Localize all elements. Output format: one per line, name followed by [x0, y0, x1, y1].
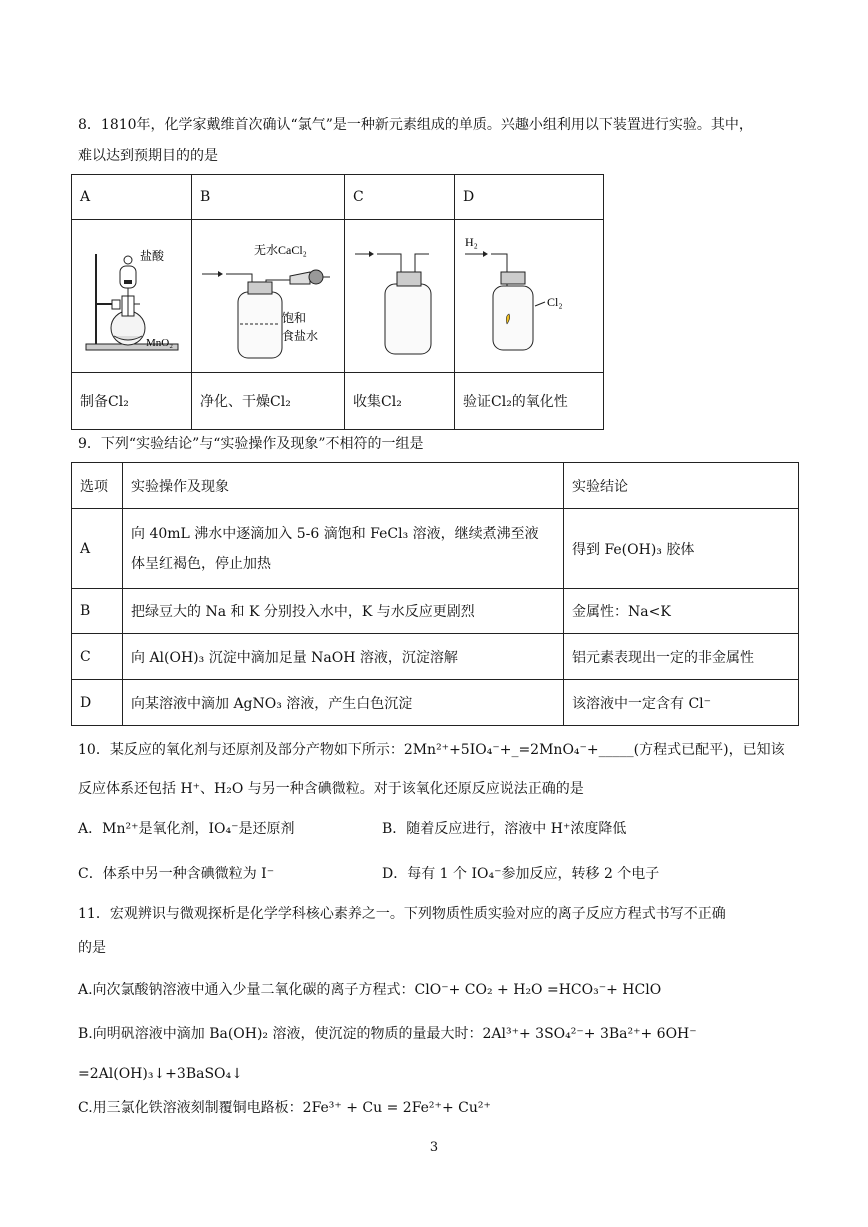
q9-row-a-op-line1: 向 40mL 沸水中逐滴加入 5-6 滴饱和 FeCl₃ 溶液，继续煮沸至液 — [131, 525, 539, 542]
q8-caption-a: 制备Cl₂ — [72, 373, 192, 430]
q9-row-a-conclusion: 得到 Fe(OH)₃ 胶体 — [564, 509, 799, 589]
q9-row-c-conclusion: 铝元素表现出一定的非金属性 — [564, 634, 799, 680]
q11-option-b-line1: B.向明矾溶液中滴加 Ba(OH)₂ 溶液，使沉淀的物质的量最大时：2Al³⁺+ 3SO₄²⁻+ 3Ba²⁺+ 6OH⁻ — [78, 1026, 697, 1042]
q10-option-d: D．每有 1 个 IO₄⁻参加反应，转移 2 个电子 — [382, 866, 660, 882]
q8-caption-b: 净化、干燥Cl₂ — [192, 373, 345, 430]
q10-option-a: A．Mn²⁺是氧化剂，IO₄⁻是还原剂 — [78, 821, 295, 837]
q8-header-b: B — [192, 175, 345, 220]
q10-stem-line1: 10．某反应的氧化剂与还原剂及部分产物如下所示：2Mn²⁺+5IO₄⁻+_=2MnO₄⁻+_____(方程式已配平)，已知该 — [78, 742, 785, 758]
table-row — [72, 680, 799, 726]
label-brine: 食盐水 — [282, 329, 319, 343]
q9-row-a-operation — [123, 509, 564, 589]
table-row — [72, 634, 799, 680]
q8-stem-line1: 8．1810年，化学家戴维首次确认“氯气”是一种新元素组成的单质。兴趣小组利用以下装置进行实验。其中， — [78, 117, 753, 133]
table-row — [72, 589, 799, 634]
q9-row-d-operation: 向某溶液中滴加 AgNO₃ 溶液，产生白色沉淀 — [123, 680, 564, 726]
page-number: 3 — [429, 1140, 439, 1155]
label-cl2: Cl₂ — [547, 295, 563, 309]
q8-apparatus-b — [192, 220, 345, 373]
chlorine-generator-drawing — [72, 220, 191, 368]
q8-header-a: A — [72, 175, 192, 220]
q8-stem-line2: 难以达到预期目的的是 — [78, 148, 218, 164]
q8-apparatus-c — [345, 220, 455, 373]
q10-option-c: C．体系中另一种含碘微粒为 I⁻ — [78, 866, 275, 882]
q9-row-d-conclusion: 该溶液中一定含有 Cl⁻ — [564, 680, 799, 726]
label-mno2: MnO₂ — [146, 337, 174, 349]
q8-caption-c: 收集Cl₂ — [345, 373, 455, 430]
q11-stem-line1: 11．宏观辨识与微观探析是化学学科核心素养之一。下列物质性质实验对应的离子反应方程式书写不正确 — [78, 906, 726, 922]
q11-option-c: C.用三氯化铁溶液刻制覆铜电路板：2Fe³⁺ + Cu = 2Fe²⁺+ Cu²⁺ — [78, 1100, 491, 1116]
q11-option-a: A.向次氯酸钠溶液中通入少量二氧化碳的离子方程式：ClO⁻+ CO₂ + H₂O =HCO₃⁻+ HClO — [78, 982, 662, 998]
q8-apparatus-table — [71, 174, 604, 430]
q9-row-c-option: C — [72, 634, 123, 680]
q9-row-b-option: B — [72, 589, 123, 634]
q9-row-d-option: D — [72, 680, 123, 726]
q9-row-b-operation: 把绿豆大的 Na 和 K 分别投入水中，K 与水反应更剧烈 — [123, 589, 564, 634]
gas-collection-drawing — [345, 220, 454, 368]
q9-stem: 9．下列“实验结论”与“实验操作及现象”不相符的一组是 — [78, 436, 424, 452]
q9-header-conclusion: 实验结论 — [564, 463, 799, 509]
q9-header-operation: 实验操作及现象 — [123, 463, 564, 509]
label-anhydrous-cacl2: 无水CaCl₂ — [254, 243, 307, 257]
q9-row-a-option: A — [72, 509, 123, 589]
q8-header-d: D — [455, 175, 604, 220]
q9-row-c-operation: 向 Al(OH)₃ 沉淀中滴加足量 NaOH 溶液，沉淀溶解 — [123, 634, 564, 680]
label-saturated: 饱和 — [282, 311, 307, 325]
q11-stem-line2: 的是 — [78, 940, 106, 956]
q8-caption-d: 验证Cl₂的氧化性 — [455, 373, 604, 430]
label-hydrochloric-acid: 盐酸 — [140, 249, 165, 263]
q11-option-b-line2: =2Al(OH)₃↓+3BaSO₄↓ — [78, 1066, 243, 1082]
q8-apparatus-a — [72, 220, 192, 373]
hydrogen-burning-drawing — [455, 220, 603, 368]
table-row — [72, 509, 799, 589]
q9-header-option: 选项 — [72, 463, 123, 509]
purification-drawing — [192, 220, 344, 368]
q8-apparatus-d — [455, 220, 604, 373]
q10-stem-line2: 反应体系还包括 H⁺、H₂O 与另一种含碘微粒。对于该氧化还原反应说法正确的是 — [78, 781, 584, 797]
q8-header-c: C — [345, 175, 455, 220]
q9-row-b-conclusion: 金属性：Na<K — [564, 589, 799, 634]
label-h2: H₂ — [465, 235, 478, 249]
q10-option-b: B．随着反应进行，溶液中 H⁺浓度降低 — [382, 821, 627, 837]
q9-table — [71, 462, 799, 726]
q9-row-a-op-line2: 体呈红褐色，停止加热 — [131, 555, 271, 572]
